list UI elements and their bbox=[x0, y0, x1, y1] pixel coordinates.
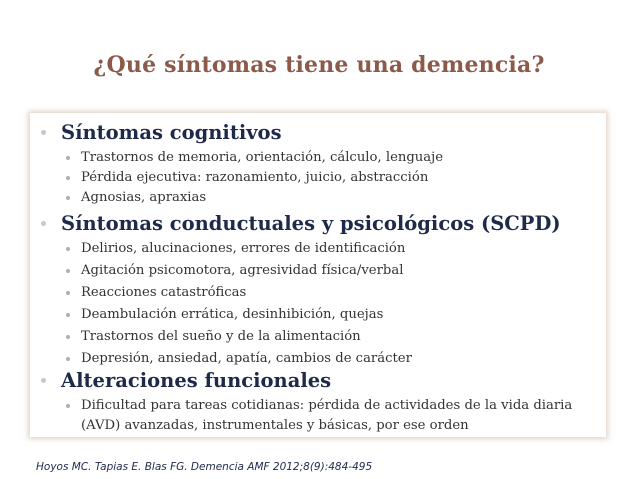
bullet-icon bbox=[66, 156, 70, 160]
list-item-text: Trastornos del sueño y de la alimentación bbox=[81, 329, 361, 344]
citation-footer: Hoyos MC. Tapias E. Blas FG. Demencia AMF 2012;8(9):484-495 bbox=[36, 461, 373, 473]
bullet-icon bbox=[66, 291, 70, 295]
slide-title: ¿Qué síntomas tiene una demencia? bbox=[93, 52, 545, 78]
bullet-icon bbox=[66, 247, 70, 251]
bullet-icon bbox=[66, 404, 70, 408]
list-item-text: Dificultad para tareas cotidianas: pérdida de actividades de la vida diaria (AVD) avanzadas, instrumentales y básicas, por ese orden bbox=[81, 398, 573, 433]
bullet-icon bbox=[66, 335, 70, 339]
bullet-icon bbox=[41, 221, 46, 226]
bullet-icon bbox=[41, 378, 46, 383]
list-item-text: Agitación psicomotora, agresividad física/verbal bbox=[81, 263, 404, 278]
list-item-text: Pérdida ejecutiva: razonamiento, juicio, abstracción bbox=[81, 170, 429, 185]
bullet-icon bbox=[66, 269, 70, 273]
section-heading-text: Alteraciones funcionales bbox=[61, 369, 332, 392]
bullet-icon bbox=[66, 357, 70, 361]
section-heading-text: Síntomas cognitivos bbox=[61, 121, 282, 144]
section-heading-text: Síntomas conductuales y psicológicos (SCPD) bbox=[61, 212, 561, 235]
list-item-text: Trastornos de memoria, orientación, cálculo, lenguaje bbox=[81, 150, 444, 165]
bullet-icon bbox=[66, 196, 70, 200]
list-item-text: Reacciones catastróficas bbox=[81, 285, 247, 300]
list-item-text: Deambulación errática, desinhibición, quejas bbox=[81, 307, 384, 322]
list-item-text: Agnosias, apraxias bbox=[81, 190, 207, 205]
list-item-text: Delirios, alucinaciones, errores de identificación bbox=[81, 241, 406, 256]
bullet-icon bbox=[66, 176, 70, 180]
bullet-icon bbox=[66, 313, 70, 317]
bullet-icon bbox=[41, 130, 46, 135]
list-item-text: Depresión, ansiedad, apatía, cambios de carácter bbox=[81, 351, 412, 366]
